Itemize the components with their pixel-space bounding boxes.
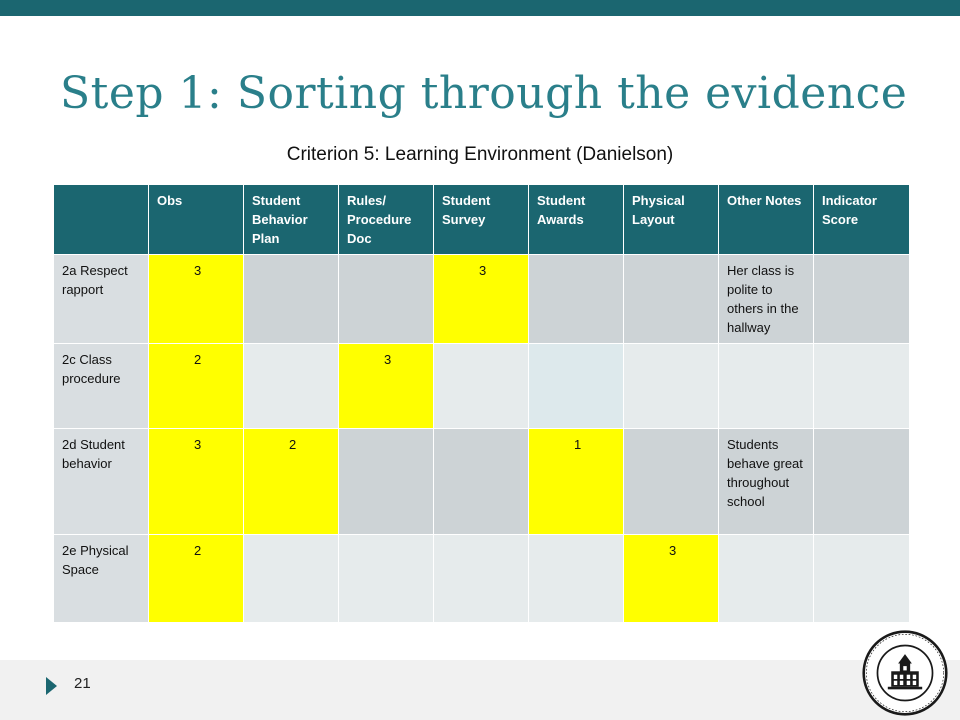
triangle-bullet-icon <box>46 677 57 695</box>
table-cell <box>624 344 719 429</box>
top-accent-bar <box>0 0 960 16</box>
table-row <box>54 429 910 535</box>
header-cell-student-awards: Student Awards <box>529 185 624 255</box>
table-cell <box>244 255 339 344</box>
table-cell: 3 <box>339 344 434 429</box>
table-cell <box>814 255 910 344</box>
table-cell <box>529 255 624 344</box>
header-cell-physical-layout: Physical Layout <box>624 185 719 255</box>
header-cell-student-survey: Student Survey <box>434 185 529 255</box>
table-header-row <box>54 185 910 255</box>
table-cell <box>814 344 910 429</box>
header-cell-student-behavior-plan: Student Behavior Plan <box>244 185 339 255</box>
row-label-cell: 2a Respect rapport <box>54 255 149 344</box>
slide-title: Step 1: Sorting through the evidence <box>60 68 908 119</box>
table-cell <box>529 535 624 623</box>
table-cell <box>434 535 529 623</box>
table-row <box>54 344 910 429</box>
table-cell <box>339 429 434 535</box>
slide-subtitle: Criterion 5: Learning Environment (Danielson) <box>286 144 674 165</box>
table-cell-notes <box>719 344 814 429</box>
page-number: 21 <box>74 675 91 692</box>
table-cell: 3 <box>149 429 244 535</box>
table-cell: 2 <box>149 344 244 429</box>
table-cell <box>434 344 529 429</box>
header-cell-obs: Obs <box>149 185 244 255</box>
table-cell-notes <box>719 535 814 623</box>
table-cell: 3 <box>149 255 244 344</box>
table-cell <box>814 535 910 623</box>
ospi-seal-logo <box>862 630 948 716</box>
table-cell <box>244 535 339 623</box>
table-cell: 3 <box>434 255 529 344</box>
footer-bar <box>0 660 960 720</box>
table-cell <box>434 429 529 535</box>
header-cell-indicator-score: Indicator Score <box>814 185 910 255</box>
header-cell-other-notes: Other Notes <box>719 185 814 255</box>
row-label-cell: 2e Physical Space <box>54 535 149 623</box>
table-cell: 2 <box>244 429 339 535</box>
row-label-cell: 2d Student behavior <box>54 429 149 535</box>
table-cell: 2 <box>149 535 244 623</box>
table-cell <box>339 535 434 623</box>
table-row <box>54 535 910 623</box>
table-row <box>54 255 910 344</box>
header-cell-rules-procedure-doc: Rules/ Procedure Doc <box>339 185 434 255</box>
table-cell <box>529 344 624 429</box>
table-cell-notes: Students behave great throughout school <box>719 429 814 535</box>
table-cell <box>244 344 339 429</box>
table-cell-notes: Her class is polite to others in the hallway <box>719 255 814 344</box>
table-cell <box>339 255 434 344</box>
evidence-table <box>53 184 910 623</box>
table-cell: 1 <box>529 429 624 535</box>
table-cell <box>624 255 719 344</box>
table-cell: 3 <box>624 535 719 623</box>
row-label-cell: 2c Class procedure <box>54 344 149 429</box>
header-cell-corner <box>54 185 149 255</box>
table-cell <box>624 429 719 535</box>
table-cell <box>814 429 910 535</box>
